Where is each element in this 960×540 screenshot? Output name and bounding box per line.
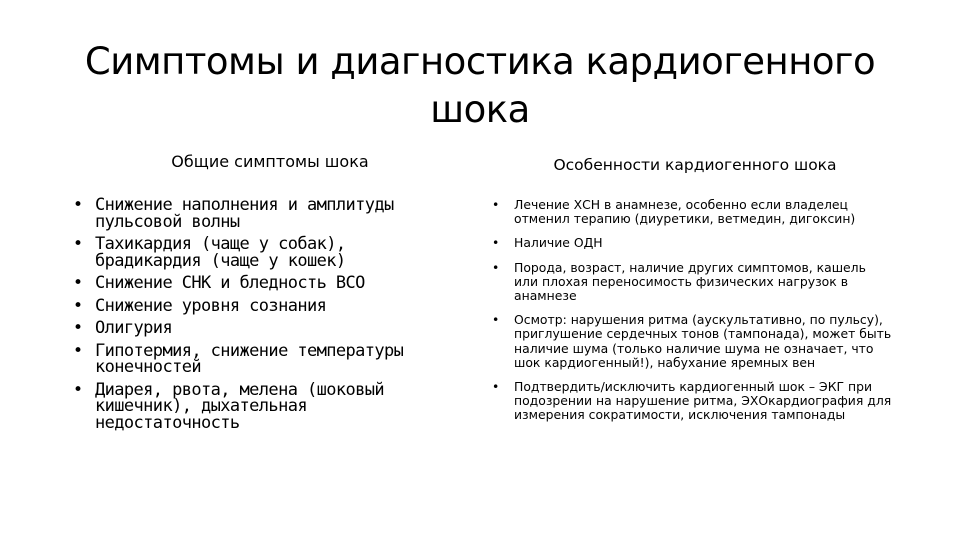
bullet-icon: •	[73, 195, 83, 215]
left-bullet-list	[73, 197, 453, 437]
bullet-icon: •	[492, 197, 500, 212]
list-item-text: Наличие ОДН	[514, 235, 603, 251]
list-item	[73, 295, 453, 316]
list-item-text: Порода, возраст, наличие других симптомов, кашель или плохая переносимость физических нагрузок в анамнезе	[514, 259, 866, 304]
list-item	[492, 261, 892, 304]
bullet-icon: •	[73, 318, 83, 338]
list-item-text: Снижение наполнения и амплитуды пульсовой волны	[95, 195, 394, 232]
slide-title: Симптомы и диагностика кардиогенного шока	[84, 40, 876, 131]
list-item-text: Диарея, рвота, мелена (шоковый кишечник), дыхательная недостаточность	[95, 379, 385, 433]
list-item-text: Олигурия	[95, 318, 173, 338]
list-item-text: Гипотермия, снижение температуры конечностей	[95, 340, 404, 377]
list-item-text: Тахикардия (чаще у собак), брадикардия (чаще у кошек)	[95, 234, 346, 271]
list-item	[492, 236, 892, 250]
bullet-icon: •	[492, 235, 500, 251]
list-item-text: Лечение ХСН в анамнезе, особенно если владелец отменил терапию (диуретики, ветмедин, дигоксин)	[514, 197, 856, 227]
list-item-text: Снижение СНК и бледность ВСО	[95, 273, 365, 293]
bullet-icon: •	[492, 312, 500, 328]
list-item	[73, 236, 453, 269]
list-item	[73, 379, 453, 433]
list-item	[73, 197, 453, 230]
bullet-icon: •	[73, 379, 83, 400]
bullet-icon: •	[73, 340, 83, 361]
bullet-icon: •	[492, 259, 500, 275]
right-bullet-list	[492, 198, 892, 433]
bullet-icon: •	[73, 234, 83, 254]
list-item	[492, 313, 892, 370]
left-column-heading: Общие симптомы шока	[171, 152, 369, 171]
list-item	[492, 198, 892, 226]
bullet-icon: •	[73, 273, 83, 293]
bullet-icon: •	[73, 295, 83, 316]
list-item-text: Подтвердить/исключить кардиогенный шок – ЭКГ при подозрении на нарушение ритма, ЭХОкардиография для измерения сократимости, исключения тампонады	[514, 379, 892, 423]
list-item-text: Снижение уровня сознания	[95, 295, 327, 316]
list-item	[492, 380, 892, 423]
list-item-text: Осмотр: нарушения ритма (аускультативно, по пульсу), приглушение сердечных тонов (тампонада), может быть наличие шума (только наличие шума не означает, что шок кардиогенный!), набухание яремных вен	[514, 312, 892, 370]
list-item	[73, 320, 453, 337]
bullet-icon: •	[492, 379, 500, 395]
list-item	[73, 340, 453, 377]
right-column-heading: Особенности кардиогенного шока	[553, 156, 837, 174]
list-item	[73, 275, 453, 292]
